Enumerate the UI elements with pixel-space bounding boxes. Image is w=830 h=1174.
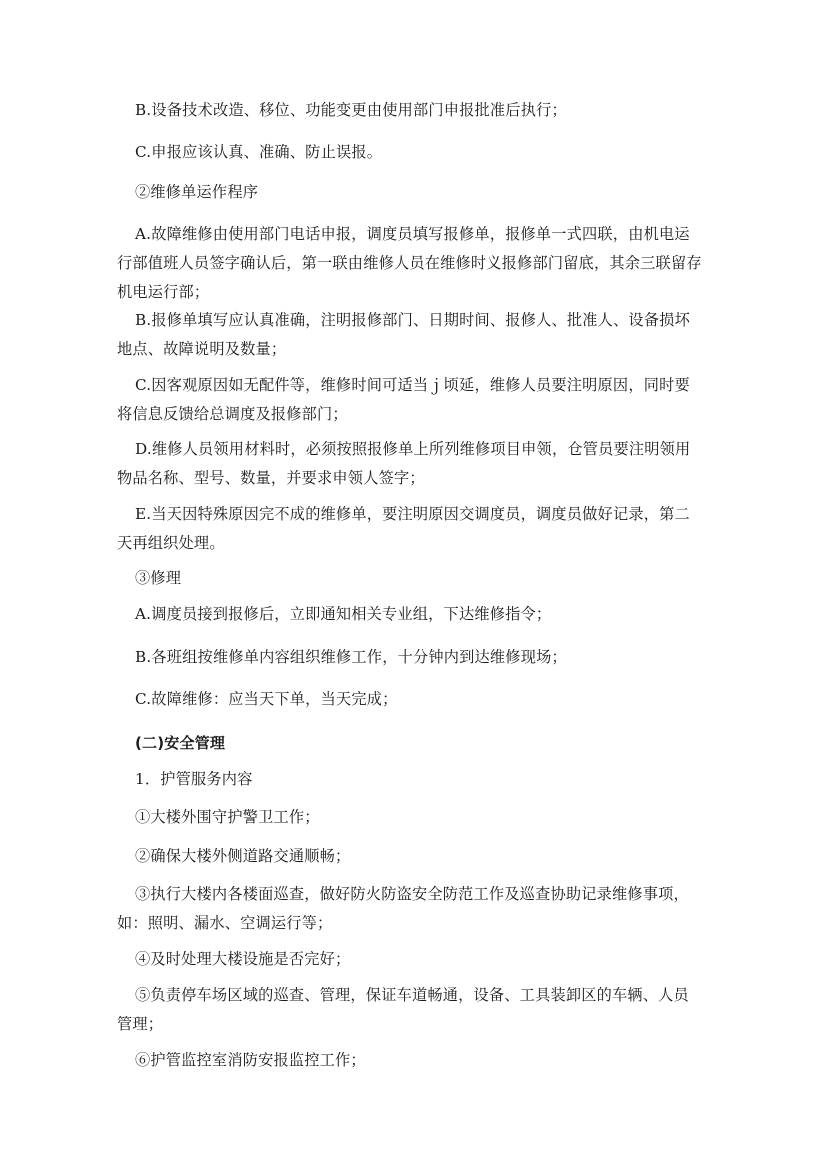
text-line: ⑥护管监控室消防安报监控工作； — [135, 1051, 366, 1069]
text-line: D.维修人员领用材料时，必须按照报修单上所列维修项目申领，仓管员要注明领用 — [135, 440, 691, 458]
text-line: C.故障维修：应当天下单，当天完成； — [135, 690, 398, 708]
text-line: ④及时处理大楼设施是否完好； — [135, 950, 351, 968]
text-line: 机电运行部； — [117, 283, 210, 301]
text-line: A.故障维修由使用部门电话申报，调度员填写报修单，报修单一式四联，由机电运 — [135, 225, 690, 243]
chapter-heading: (二)安全管理 — [135, 734, 226, 752]
text-line: ⑤负责停车场区域的巡查、管理，保证车道畅通，设备、工具装卸区的车辆、人员 — [135, 986, 689, 1004]
section-heading: ③修理 — [135, 569, 182, 587]
text-line: 如：照明、漏水、空调运行等； — [117, 914, 333, 932]
text-line: 天再组织处理。 — [117, 534, 225, 552]
text-line: 行部值班人员签字确认后，第一联由维修人员在维修时义报修部门留底，其余三联留存 — [117, 254, 702, 272]
subsection-heading: 1．护管服务内容 — [135, 770, 253, 788]
text-line: ②确保大楼外侧道路交通顺畅； — [135, 847, 351, 865]
text-line: E.当天因特殊原因完不成的维修单，要注明原因交调度员，调度员做好记录，第二 — [135, 505, 690, 523]
text-line: 地点、故障说明及数量； — [117, 340, 287, 358]
text-line: C.申报应该认真、准确、防止误报。 — [135, 143, 383, 161]
text-line: B.报修单填写应认真准确，注明报修部门、日期时间、报修人、批准人、设备损坏 — [135, 311, 690, 329]
text-line: 将信息反馈给总调度及报修部门； — [117, 405, 348, 423]
text-line: C.因客观原因如无配件等，维修时间可适当ｊ顷延，维修人员要注明原因，同时要 — [135, 376, 690, 394]
text-line: ③执行大楼内各楼面巡查，做好防火防盗安全防范工作及巡查协助记录维修事项， — [135, 885, 689, 903]
text-line: ①大楼外围守护警卫工作； — [135, 808, 320, 826]
section-heading: ②维修单运作程序 — [135, 183, 259, 201]
text-line: A.调度员接到报修后，立即通知相关专业组，下达维修指令； — [135, 605, 552, 623]
text-line: B.设备技术改造、移位、功能变更由使用部门申报批准后执行； — [135, 101, 567, 119]
text-line: 物品名称、型号、数量，并要求申领人签字； — [117, 469, 425, 487]
text-line: B.各班组按维修单内容组织维修工作，十分钟内到达维修现场； — [135, 648, 567, 666]
text-line: 管理； — [117, 1015, 164, 1033]
